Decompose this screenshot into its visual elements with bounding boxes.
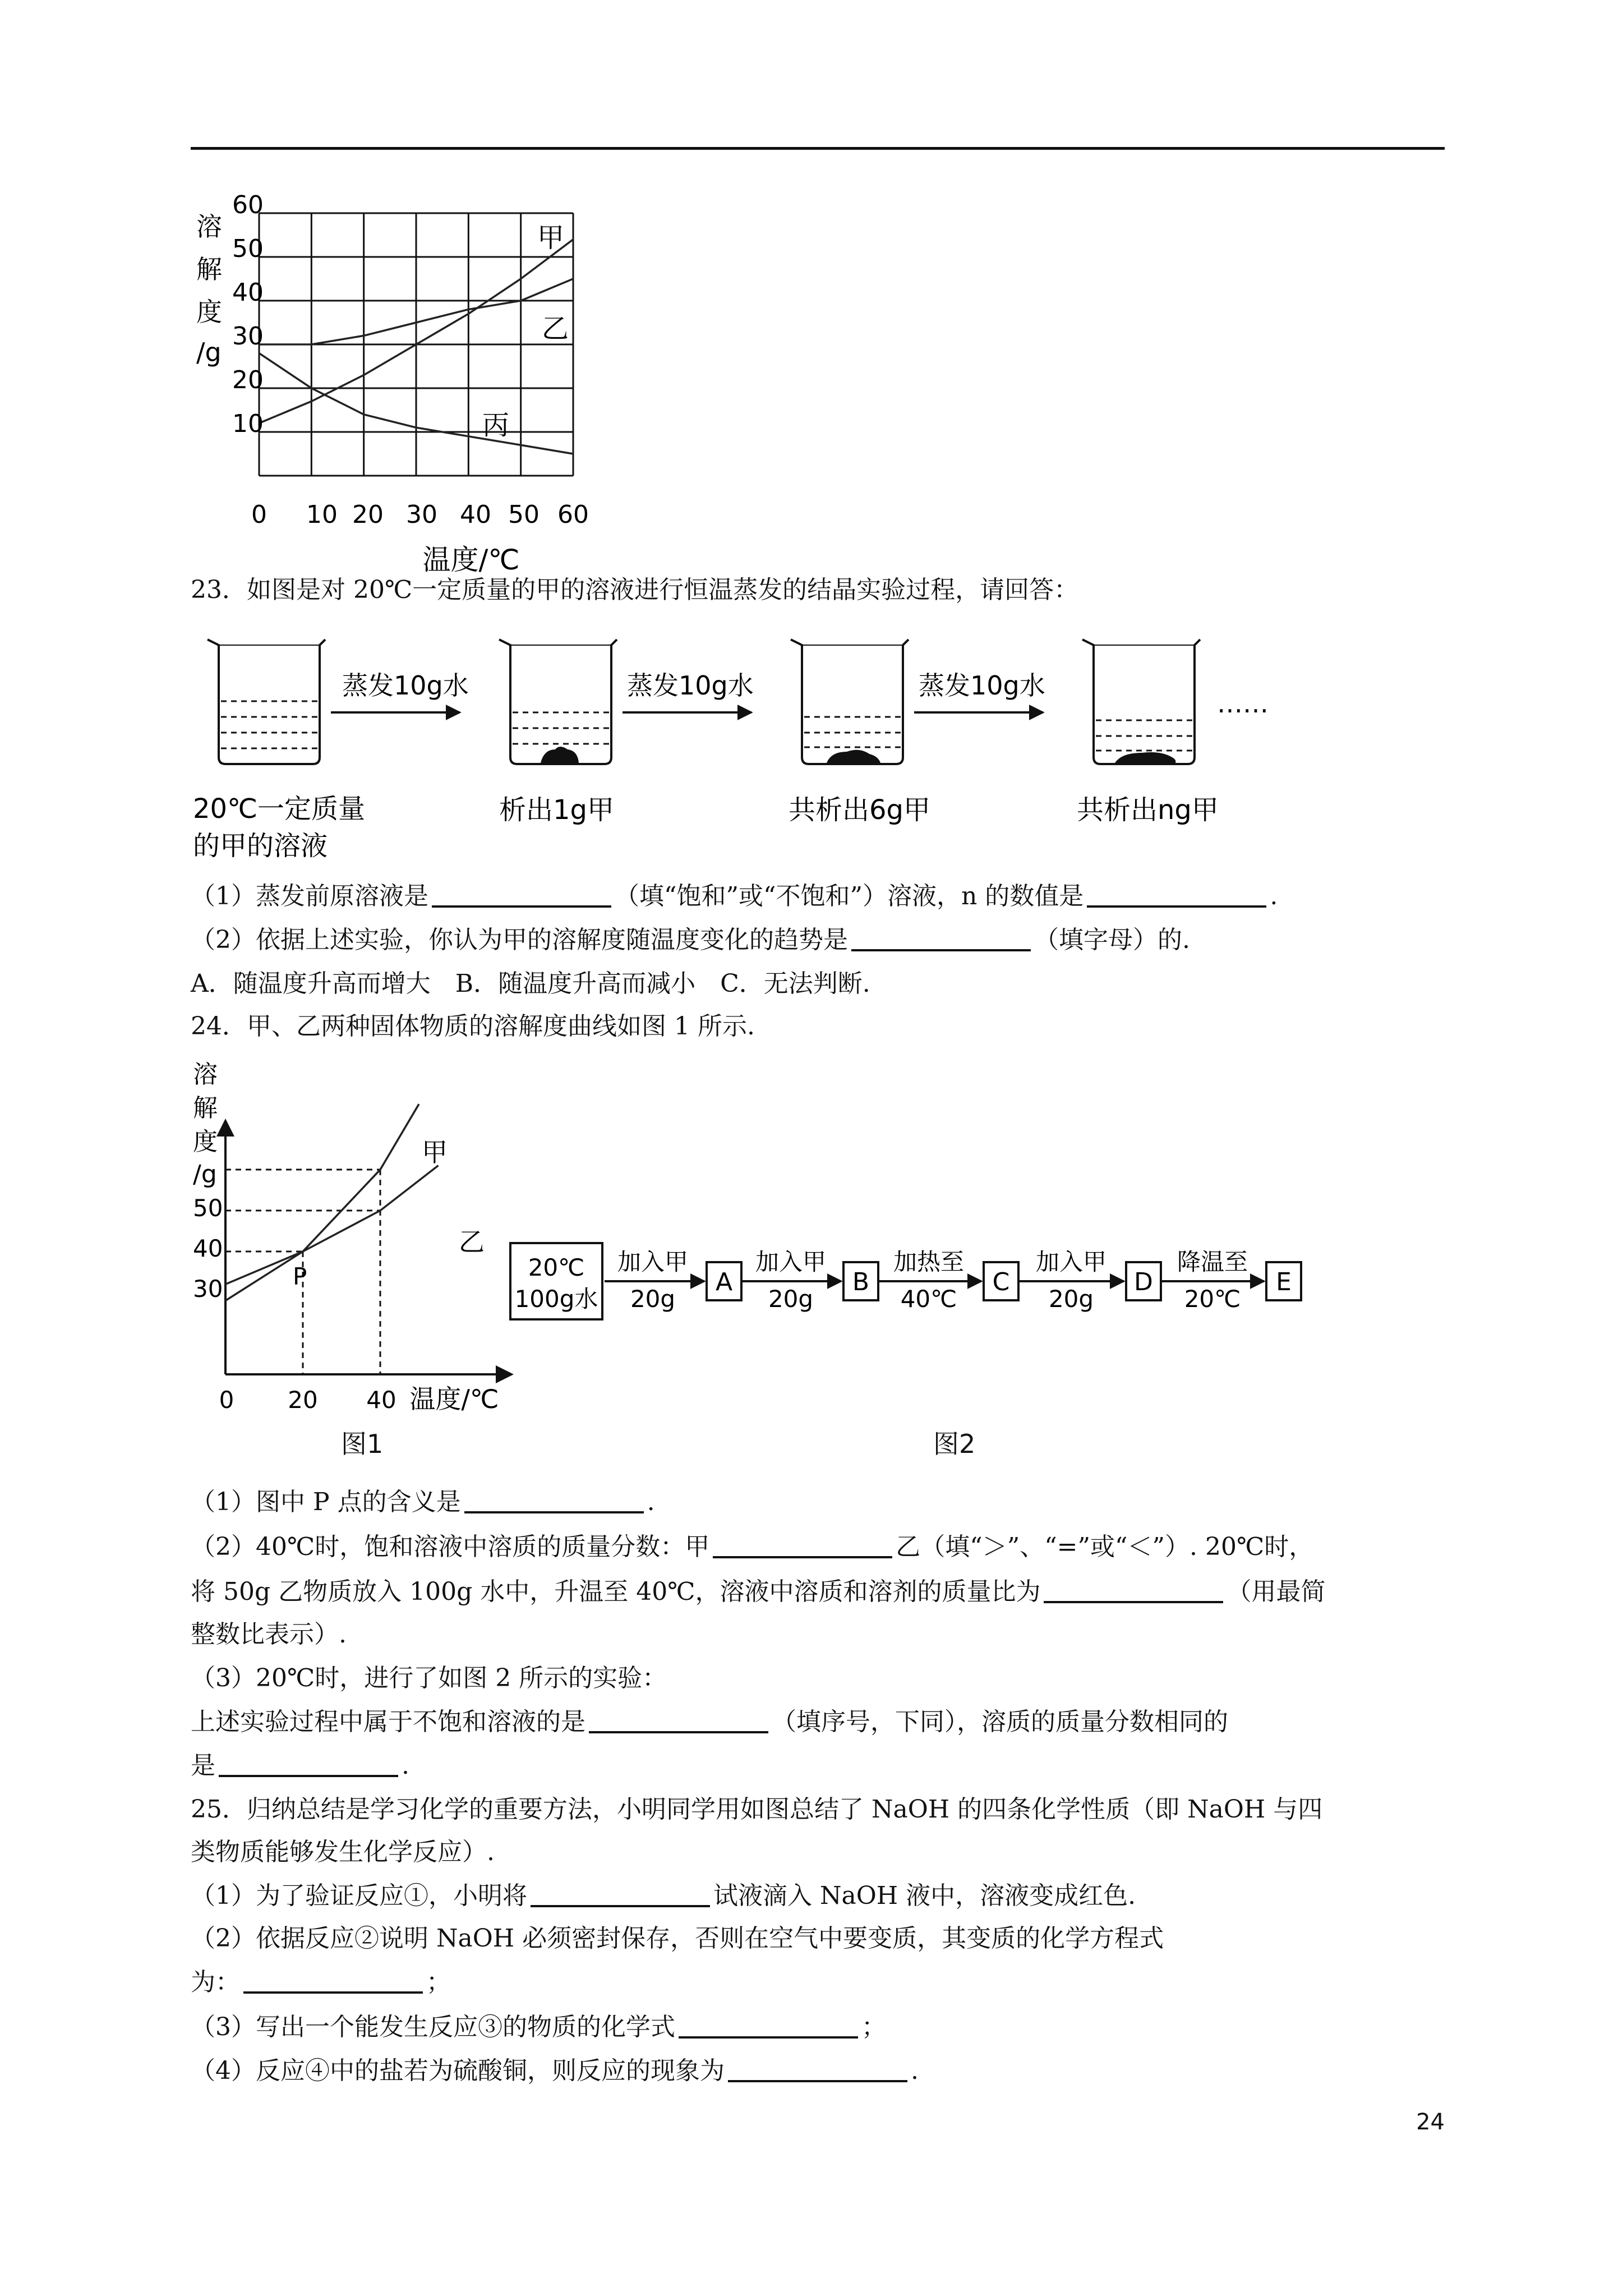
y-label-char: 溶 — [196, 211, 222, 242]
y-label-char: 解 — [196, 254, 222, 284]
q24-sub1 — [191, 1485, 1447, 1519]
y-label-char: /g — [196, 337, 222, 367]
text: ； — [426, 1968, 451, 1996]
step-label: 40℃ — [900, 1285, 957, 1313]
q25-sub1 — [191, 1879, 1447, 1913]
text: 试液滴入 NaOH 液中，溶液变成红色. — [713, 1881, 1136, 1910]
step-label: 20g — [1048, 1285, 1094, 1313]
text: 将 50g 乙物质放入 100g 水中，升温至 40℃，溶液中溶质和溶剂的质量比为 — [191, 1577, 1041, 1606]
x-tick-label: 0 — [251, 500, 267, 529]
q24-sub2-line1 — [191, 1530, 1447, 1564]
arrow-label: 蒸发10g水 — [919, 670, 1045, 701]
point-label-p: P — [293, 1263, 307, 1290]
answer-blank[interactable] — [464, 1487, 644, 1513]
curve-label-yi: 乙 — [459, 1227, 485, 1257]
y-tick-label: 40 — [193, 1235, 223, 1262]
q24-sub3-line2 — [191, 1749, 1447, 1783]
text: （2）40℃时，饱和溶液中溶质的质量分数：甲 — [191, 1533, 710, 1561]
step-label: 加入甲 — [617, 1248, 689, 1276]
step-label: 加入甲 — [755, 1248, 827, 1276]
state-box-label: B — [852, 1268, 870, 1296]
state-box-label: D — [1134, 1268, 1153, 1296]
text: . — [1270, 882, 1278, 910]
x-axis-label: 温度/℃ — [409, 1384, 499, 1414]
q23-sub1 — [191, 880, 1447, 913]
answer-blank[interactable] — [1087, 881, 1266, 908]
y-tick-label: 40 — [232, 278, 264, 307]
text: （1）为了验证反应①，小明将 — [191, 1881, 527, 1910]
curve-labels — [482, 222, 569, 441]
q25-sub2-line1: （2）依据反应②说明 NaOH 必须密封保存，否则在空气中要变质，其变质的化学方程式 — [191, 1924, 1164, 1953]
text: . — [647, 1488, 655, 1516]
y-label-char: 度 — [193, 1128, 218, 1156]
solubility-chart-q24-svg — [191, 1060, 538, 1464]
answer-blank[interactable] — [851, 924, 1031, 951]
series-line-0 — [225, 1104, 419, 1284]
q25-stem-line2: 类物质能够发生化学反应）. — [191, 1838, 495, 1866]
text: （2）依据上述实验，你认为甲的溶解度随温度变化的趋势是 — [191, 926, 848, 954]
q24-sub2-line3: 整数比表示）. — [191, 1620, 347, 1649]
step-label: 加入甲 — [1035, 1248, 1107, 1276]
curve-label-jia: 甲 — [537, 222, 565, 254]
beaker-1 — [208, 639, 325, 764]
chart-series — [225, 1104, 439, 1300]
curve-label-bing: 丙 — [482, 409, 510, 441]
text: （1）蒸发前原溶液是 — [191, 882, 428, 910]
q25-sub3 — [191, 2010, 1447, 2044]
q25-sub4 — [191, 2054, 1447, 2088]
beaker-label: 20℃一定质量 — [193, 793, 365, 825]
q24-figure-1 — [191, 1060, 538, 1464]
y-label-char: /g — [193, 1160, 217, 1189]
x-tick-label: 0 — [219, 1386, 234, 1414]
x-tick-label: 30 — [406, 500, 437, 529]
q24-sub2-line2 — [191, 1575, 1447, 1609]
y-tick-label: 30 — [232, 322, 264, 351]
y-label-char: 溶 — [193, 1060, 218, 1089]
state-box-label: C — [992, 1268, 1010, 1296]
step-label: 20℃ — [1184, 1285, 1241, 1313]
y-label-char: 度 — [196, 297, 222, 327]
figure-2-caption: 图2 — [933, 1429, 976, 1459]
x-tick-label: 40 — [366, 1386, 396, 1414]
beaker-2 — [499, 639, 617, 764]
y-axis-label — [196, 211, 222, 367]
page-number: 24 — [1416, 2109, 1445, 2135]
answer-blank[interactable] — [432, 881, 611, 908]
x-tick-label: 40 — [460, 500, 491, 529]
answer-blank[interactable] — [243, 1967, 423, 1994]
beaker-3 — [791, 639, 909, 764]
step-label: 20g — [630, 1285, 676, 1313]
series-line-1 — [225, 1166, 439, 1301]
state-box-label: E — [1276, 1268, 1292, 1296]
x-tick-label: 20 — [288, 1386, 318, 1414]
text: . — [911, 2056, 919, 2085]
evaporation-diagram-svg — [191, 628, 1312, 875]
text: 乙（填“＞”、“=”或“＜”）. 20℃时， — [896, 1533, 1314, 1561]
step-label: 降温至 — [1177, 1248, 1248, 1276]
answer-blank[interactable] — [1044, 1576, 1223, 1603]
y-tick-label: 10 — [232, 409, 264, 438]
solubility-chart-top — [191, 191, 606, 583]
x-tick-labels — [251, 500, 589, 529]
text: （4）反应④中的盐若为硫酸铜，则反应的现象为 — [191, 2056, 725, 2085]
x-tick-label: 60 — [557, 500, 589, 529]
beaker-label: 的甲的溶液 — [193, 830, 328, 862]
beaker-4 — [1082, 639, 1200, 764]
x-tick-labels — [219, 1386, 396, 1414]
q23-options: A．随温度升高而增大 B．随温度升高而减小 C．无法判断. — [191, 969, 870, 998]
answer-blank[interactable] — [728, 2055, 907, 2082]
q23-sub2 — [191, 923, 1447, 957]
solubility-chart-svg — [191, 191, 606, 583]
text: （3）写出一个能发生反应③的物质的化学式 — [191, 2013, 675, 2041]
answer-blank[interactable] — [219, 1750, 398, 1777]
arrow-label: 蒸发10g水 — [342, 670, 469, 701]
state-box-label: A — [715, 1268, 733, 1296]
y-axis-label — [193, 1060, 218, 1189]
text: 为： — [191, 1968, 240, 1996]
q24-sub3: （3）20℃时，进行了如图 2 所示的实验： — [191, 1664, 667, 1692]
text: 上述实验过程中属于不饱和溶液的是 — [191, 1708, 585, 1736]
curve-label-yi: 乙 — [542, 313, 569, 344]
figure-1-caption: 图1 — [341, 1429, 384, 1459]
text: （填字母）的. — [1034, 926, 1190, 954]
start-box-line: 20℃ — [528, 1254, 585, 1281]
q25-sub2-line2 — [191, 1966, 1447, 1999]
x-tick-label: 10 — [306, 500, 338, 529]
q24-sub3-line1 — [191, 1705, 1447, 1739]
q23-stem: 23．如图是对 20℃一定质量的甲的溶液进行恒温蒸发的结晶实验过程，请回答： — [191, 576, 1079, 604]
q23-evaporation-figure — [191, 628, 1312, 875]
x-axis-label: 温度/℃ — [422, 544, 520, 576]
text: （填序号，下同），溶质的质量分数相同的 — [772, 1708, 1228, 1736]
q25-stem-line1: 25．归纳总结是学习化学的重要方法，小明同学用如图总结了 NaOH 的四条化学性质（即 NaOH 与四 — [191, 1795, 1323, 1824]
y-tick-label: 60 — [232, 191, 264, 219]
answer-blank[interactable] — [713, 1531, 892, 1558]
answer-blank[interactable] — [679, 2012, 858, 2039]
q24-figure-2 — [505, 1223, 1335, 1346]
y-tick-label: 20 — [232, 366, 264, 394]
text: （用最简 — [1227, 1577, 1326, 1606]
beaker-label: 共析出ng甲 — [1077, 794, 1219, 826]
x-tick-label: 20 — [352, 500, 384, 529]
start-box-line: 100g水 — [514, 1285, 598, 1313]
step-label: 20g — [768, 1285, 814, 1313]
y-tick-labels — [193, 1194, 223, 1303]
ellipsis: …… — [1217, 688, 1269, 719]
beaker-label: 析出1g甲 — [499, 794, 615, 826]
text: ； — [861, 2013, 886, 2041]
header-rule — [191, 147, 1445, 150]
y-tick-label: 50 — [193, 1194, 223, 1222]
curve-label-jia: 甲 — [422, 1137, 448, 1167]
answer-blank[interactable] — [531, 1880, 710, 1907]
step-label: 加热至 — [893, 1248, 965, 1276]
x-tick-label: 50 — [508, 500, 540, 529]
arrow-label: 蒸发10g水 — [627, 670, 754, 701]
y-tick-label: 30 — [193, 1275, 223, 1303]
y-tick-label: 50 — [232, 234, 264, 263]
y-label-char: 解 — [193, 1094, 218, 1122]
beaker-label: 共析出6g甲 — [789, 794, 931, 826]
text: （填“饱和”或“不饱和”）溶液，n 的数值是 — [615, 882, 1084, 910]
answer-blank[interactable] — [589, 1706, 768, 1733]
experiment-flow-svg — [505, 1223, 1335, 1346]
text: . — [402, 1751, 409, 1780]
text: 是 — [191, 1751, 215, 1780]
q24-stem: 24．甲、乙两种固体物质的溶解度曲线如图 1 所示. — [191, 1012, 755, 1041]
text: （1）图中 P 点的含义是 — [191, 1488, 461, 1516]
